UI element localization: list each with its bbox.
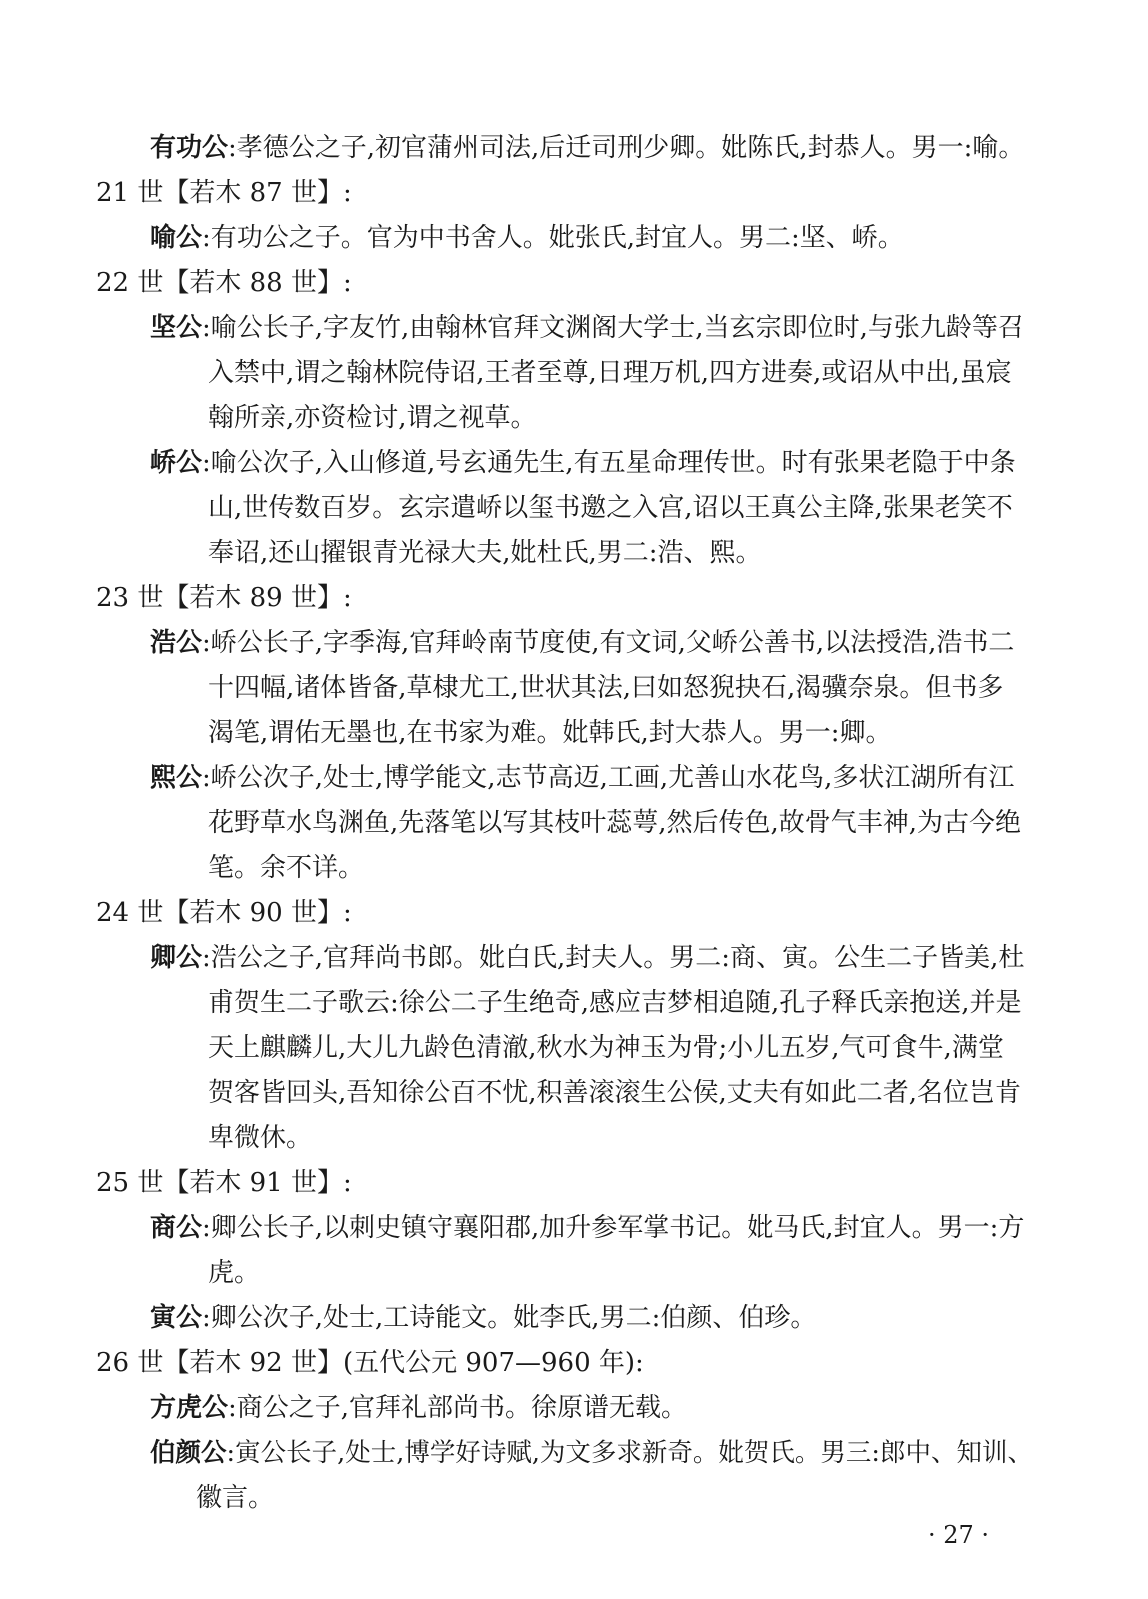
entry-text: :卿公长子,以刺史镇守襄阳郡,加升参军掌书记。妣马氏,封宜人。男一:方: [202, 1213, 1025, 1243]
generation-heading-21: 21 世【若木 87 世】:: [96, 178, 352, 208]
generation-heading-23: 23 世【若木 89 世】:: [96, 583, 352, 613]
entry-youyong: [150, 132, 1024, 164]
generation-heading-22: 22 世【若木 88 世】:: [96, 268, 352, 298]
person-name: 有功公: [150, 133, 229, 163]
entry-text: :峤公长子,字季海,官拜岭南节度使,有文词,父峤公善书,以法授浩,浩书二: [202, 628, 1015, 658]
entry-yu: [150, 222, 904, 254]
entry-yin: [150, 1302, 816, 1334]
entry-continuation: 卑微休。: [208, 1123, 313, 1153]
person-name: 熙公: [150, 763, 203, 793]
entry-continuation: 翰所亲,亦资检讨,谓之视草。: [208, 403, 537, 433]
entry-jiao: [150, 447, 1016, 479]
entry-continuation: 天上麒麟儿,大儿九龄色清澈,秋水为神玉为骨;小儿五岁,气可食牛,满堂: [208, 1033, 1004, 1063]
person-name: 伯颜公: [150, 1438, 227, 1468]
person-name: 方虎公: [150, 1393, 229, 1423]
entry-xi: [150, 762, 1014, 794]
person-name: 卿公: [150, 943, 203, 973]
person-name: 浩公: [150, 628, 203, 658]
entry-continuation: 虎。: [208, 1258, 261, 1288]
entry-continuation: 贺客皆回头,吾知徐公百不忧,积善滚滚生公侯,丈夫有如此二者,名位岂肯: [208, 1078, 1022, 1108]
entry-continuation: 入禁中,谓之翰林院侍诏,王者至尊,日理万机,四方进奏,或诏从中出,虽宸: [208, 358, 1012, 388]
entry-text: :峤公次子,处士,博学能文,志节高迈,工画,尤善山水花鸟,多状江湖所有江: [202, 763, 1015, 793]
generation-heading-25: 25 世【若木 91 世】:: [96, 1168, 352, 1198]
entry-continuation: 花野草水鸟渊鱼,先落笔以写其枝叶蕊萼,然后传色,故骨气丰神,为古今绝: [208, 808, 1022, 838]
entry-text: :喻公次子,入山修道,号玄通先生,有五星命理传世。时有张果老隐于中条: [202, 448, 1016, 478]
entry-text: :浩公之子,官拜尚书郎。妣白氏,封夫人。男二:商、寅。公生二子皆美,杜: [202, 943, 1025, 973]
person-name: 商公: [150, 1213, 203, 1243]
generation-heading-26: 26 世【若木 92 世】(五代公元 907—960 年):: [96, 1348, 644, 1378]
entry-continuation: 徽言。: [196, 1483, 275, 1513]
entry-text: :孝德公之子,初官蒲州司法,后迁司刑少卿。妣陈氏,封恭人。男一:喻。: [228, 133, 1025, 163]
entry-continuation: 山,世传数百岁。玄宗遣峤以玺书邀之入宫,诏以王真公主降,张果老笑不: [208, 493, 1013, 523]
entry-text: :商公之子,官拜礼部尚书。徐原谱无载。: [228, 1393, 688, 1423]
entry-text: :寅公长子,处士,博学好诗赋,为文多求新奇。妣贺氏。男三:郎中、知训、: [226, 1438, 1034, 1468]
generation-heading-24: 24 世【若木 90 世】:: [96, 898, 352, 928]
entry-jian: [150, 312, 1024, 344]
entry-text: :喻公长子,字友竹,由翰林官拜文渊阁大学士,当玄宗即位时,与张九龄等召: [202, 313, 1024, 343]
entry-continuation: 笔。余不详。: [208, 853, 365, 883]
person-name: 喻公: [150, 223, 203, 253]
person-name: 寅公: [150, 1303, 203, 1333]
entry-hao: [150, 627, 1014, 659]
person-name: 坚公: [150, 313, 203, 343]
entry-shang: [150, 1212, 1024, 1244]
entry-text: :有功公之子。官为中书舍人。妣张氏,封宜人。男二:坚、峤。: [202, 223, 904, 253]
person-name: 峤公: [150, 448, 203, 478]
entry-continuation: 十四幅,诸体皆备,草棣尤工,世状其法,曰如怒猊抉石,渴骥奈泉。但书多: [208, 673, 1004, 703]
entry-qing: [150, 942, 1024, 974]
entry-text: :卿公次子,处士,工诗能文。妣李氏,男二:伯颜、伯珍。: [202, 1303, 817, 1333]
entry-boyan: [150, 1437, 1033, 1469]
entry-continuation: 奉诏,还山擢银青光禄大夫,妣杜氏,男二:浩、熙。: [208, 538, 762, 568]
entry-fanghu: [150, 1392, 687, 1424]
page-number: · 27 ·: [928, 1521, 990, 1549]
entry-continuation: 渴笔,谓佑无墨也,在书家为难。妣韩氏,封大恭人。男一:卿。: [208, 718, 892, 748]
entry-continuation: 甫贺生二子歌云:徐公二子生绝奇,感应吉梦相追随,孔子释氏亲抱送,并是: [208, 988, 1022, 1018]
